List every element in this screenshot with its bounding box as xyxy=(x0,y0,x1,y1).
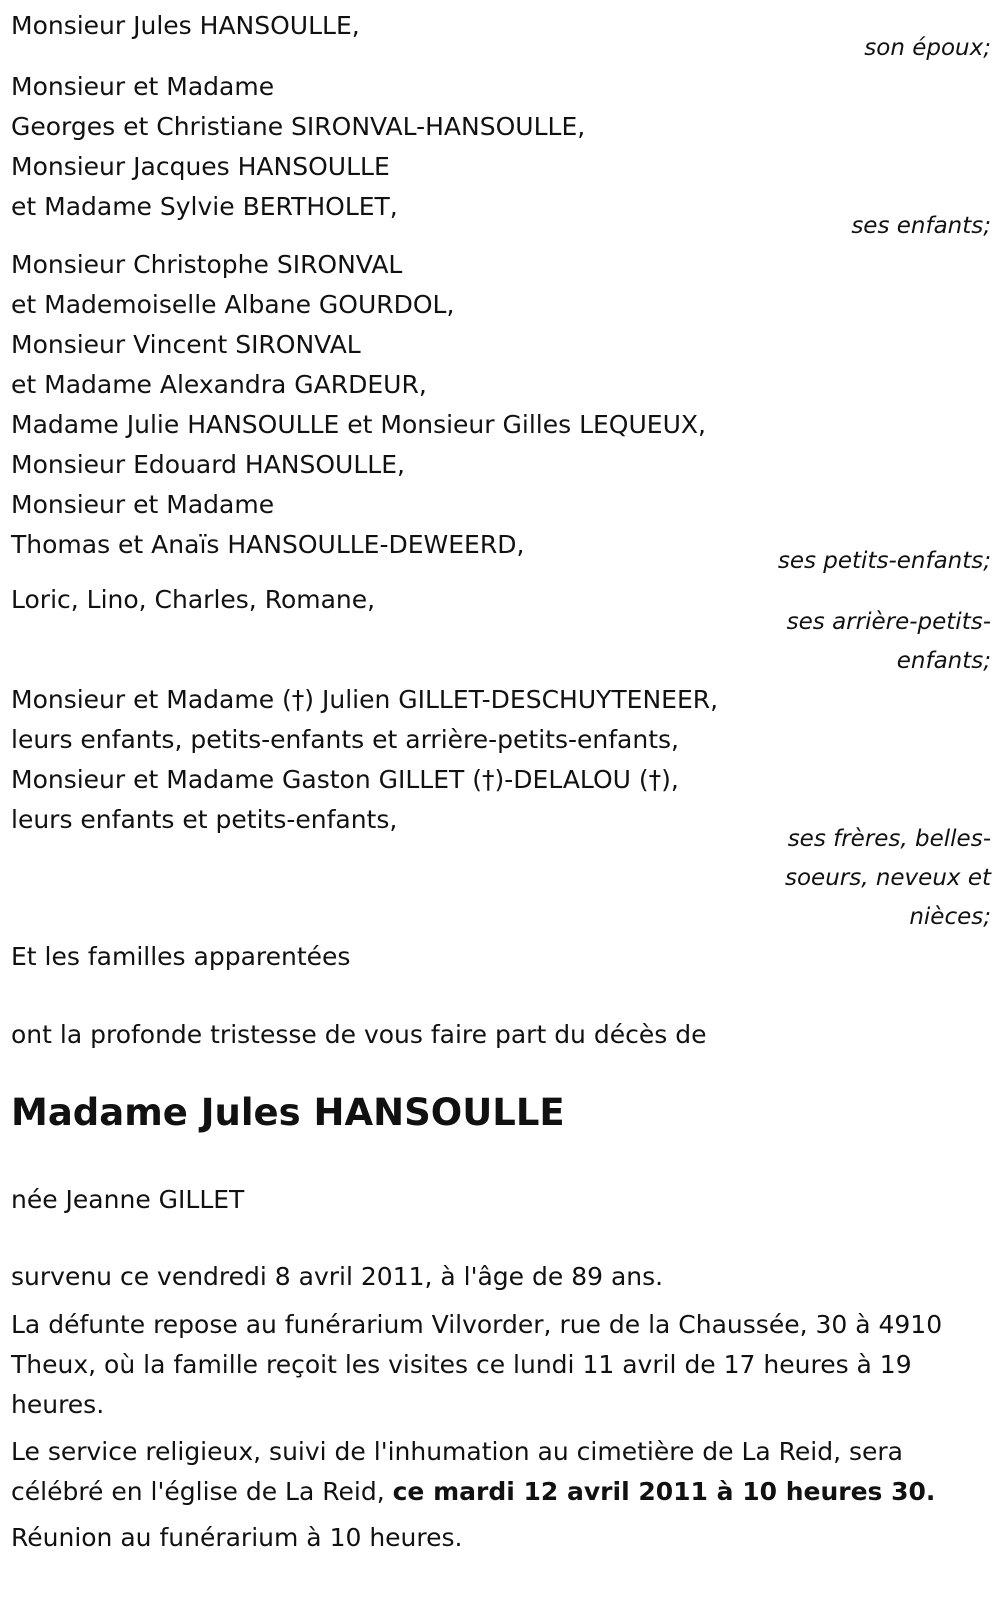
siblings-names xyxy=(11,680,791,840)
grandchildren-names xyxy=(11,245,791,565)
families-line: Et les familles apparentées xyxy=(11,942,351,971)
meeting-line: Réunion au funérarium à 10 heures. xyxy=(11,1523,463,1552)
name-line: Monsieur Jules HANSOULLE, xyxy=(11,11,360,40)
name-line: Monsieur et Madame xyxy=(11,490,275,519)
name-line: Madame Julie HANSOULLE et Monsieur Gilles LEQUEUX, xyxy=(11,410,706,439)
birth-name: née Jeanne GILLET xyxy=(11,1185,245,1214)
relation-siblings: ses frères, belles- soeurs, neveux et nièces; xyxy=(784,826,991,930)
name-line: Monsieur Vincent SIRONVAL xyxy=(11,330,361,359)
relation-spouse: son époux; xyxy=(864,35,991,61)
name-line: Monsieur Jacques HANSOULLE xyxy=(11,152,390,181)
deceased-name: Madame Jules HANSOULLE xyxy=(11,1091,565,1134)
name-line: Loric, Lino, Charles, Romane, xyxy=(11,585,376,614)
name-line: et Mademoiselle Albane GOURDOL, xyxy=(11,290,455,319)
service-datetime: ce mardi 12 avril 2011 à 10 heures 30. xyxy=(392,1477,936,1506)
death-info: survenu ce vendredi 8 avril 2011, à l'âge de 89 ans. xyxy=(11,1262,664,1291)
name-line: Monsieur et Madame xyxy=(11,72,275,101)
name-line: Georges et Christiane SIRONVAL-HANSOULLE, xyxy=(11,112,586,141)
visitation-paragraph: La défunte repose au funérarium Vilvorder, rue de la Chaussée, 30 à 4910 Theux, où la famille reçoit les visites ce lundi 11 avril de 17 heures à 19 heures. xyxy=(11,1310,943,1419)
service-paragraph xyxy=(11,1432,986,1512)
service-text: Le service religieux, suivi de l'inhumation au cimetière de La Reid, sera célébré en l'église de La Reid, xyxy=(11,1437,904,1506)
name-line: leurs enfants et petits-enfants, xyxy=(11,805,398,834)
husband-names xyxy=(11,6,791,46)
name-line: et Madame Sylvie BERTHOLET, xyxy=(11,192,398,221)
relation-great-grandchildren: ses arrière-petits- enfants; xyxy=(786,609,991,674)
name-line: leurs enfants, petits-enfants et arrière-petits-enfants, xyxy=(11,725,679,754)
name-line: Monsieur Christophe SIRONVAL xyxy=(11,250,403,279)
announcement-line: ont la profonde tristesse de vous faire part du décès de xyxy=(11,1020,707,1049)
relation-children: ses enfants; xyxy=(851,213,991,239)
name-line: Monsieur et Madame (†) Julien GILLET-DESCHUYTENEER, xyxy=(11,685,719,714)
name-line: et Madame Alexandra GARDEUR, xyxy=(11,370,427,399)
relation-grandchildren: ses petits-enfants; xyxy=(777,548,991,574)
name-line: Monsieur et Madame Gaston GILLET (†)-DELALOU (†), xyxy=(11,765,679,794)
great-grandchildren-names xyxy=(11,580,791,620)
name-line: Monsieur Edouard HANSOULLE, xyxy=(11,450,405,479)
children-names xyxy=(11,67,791,227)
name-line: Thomas et Anaïs HANSOULLE-DEWEERD, xyxy=(11,530,525,559)
